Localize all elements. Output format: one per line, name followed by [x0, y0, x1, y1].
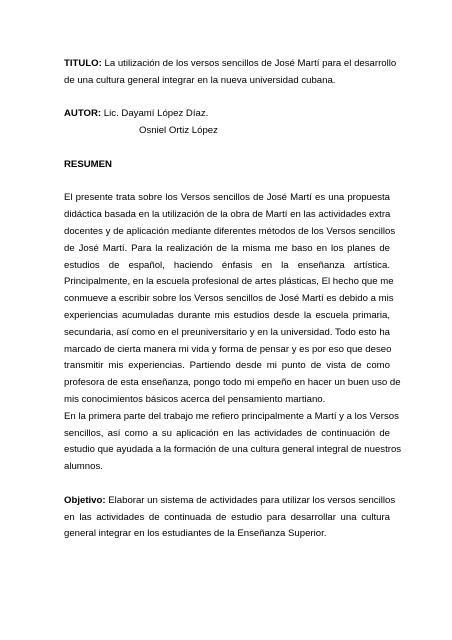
p1-line: El presente trata sobre los Versos sencillos de José Martí es una propuesta	[64, 192, 390, 204]
document-page	[64, 56, 402, 543]
p1-line: secundaria, así como en el preuniversitario y en la universidad. Todo esto ha	[64, 326, 390, 338]
title-text-2: de una cultura general integrar en la nueva universidad cubana.	[64, 74, 336, 86]
title-label: TITULO:	[64, 58, 102, 69]
p2-line: sencillos, así como a su aplicación en las actividades de continuación de	[64, 427, 390, 439]
objetivo-line-2: en las actividades de continuada de estudio para desarrollar una cultura	[64, 511, 390, 523]
p1-line: Principalmente, en la escuela profesional de artes plásticas, El hecho que me	[64, 276, 394, 288]
resumen-paragraph-2	[64, 409, 402, 476]
p1-line: conmueve a escribir sobre los Versos sencillos de José Martí es debido a mis	[64, 293, 394, 305]
objetivo-line-3: general integrar en los estudiantes de la Enseñanza Superior.	[64, 528, 327, 540]
resumen-paragraph-1	[64, 190, 401, 408]
title-line-2	[64, 73, 390, 90]
objetivo-block	[64, 493, 396, 543]
resumen-heading: RESUMEN	[64, 158, 112, 170]
author-name-2: Osniel Ortiz López	[139, 125, 218, 137]
objetivo-text-1: Elaborar un sistema de actividades para utilizar los versos sencillos	[105, 494, 396, 506]
objetivo-line-1	[64, 493, 396, 510]
p2-line: alumnos.	[64, 461, 103, 473]
title-text-1: La utilización de los versos sencillos de José Martí para el desarrollo	[101, 58, 397, 69]
p1-line: transmitir mis experiencias. Partiendo desde mi punto de vista de como	[64, 360, 390, 372]
p1-line: de José Martí. Para la realización de la misma me baso en los planes de	[64, 242, 390, 254]
p1-line: mis conocimientos básicos acerca del pensamiento martiano.	[64, 393, 326, 405]
resumen-heading-line	[64, 157, 390, 174]
p1-line: docentes y de aplicación mediante diferentes métodos de los Versos sencillos	[64, 225, 396, 237]
p1-line: estudios de español, haciendo énfasis en la enseñanza artística.	[64, 259, 390, 271]
p1-line: marcado de cierta manera mi vida y forma de pensar y es por eso que deseo	[64, 343, 392, 355]
author-line-1	[64, 106, 390, 123]
p2-line: En la primera parte del trabajo me refiero principalmente a Martí y a los Versos	[64, 410, 399, 422]
p1-line: didáctica basada en la utilización de la obra de Martí en las actividades extra	[64, 209, 391, 221]
objetivo-label: Objetivo:	[64, 494, 106, 506]
author-name-1: Lic. Dayamí López Díaz.	[101, 108, 209, 120]
title-line-1	[64, 56, 397, 73]
author-label: AUTOR:	[64, 108, 102, 120]
author-line-2	[64, 123, 390, 140]
p1-line: profesora de esta enseñanza, pongo todo mi empeño en hacer un buen uso de	[64, 377, 401, 389]
p2-line: estudio que ayudada a la formación de una cultura general integral de nuestros	[64, 444, 402, 456]
p1-line: experiencias acumuladas durante mis estudios desde la escuela primaria,	[64, 309, 390, 321]
